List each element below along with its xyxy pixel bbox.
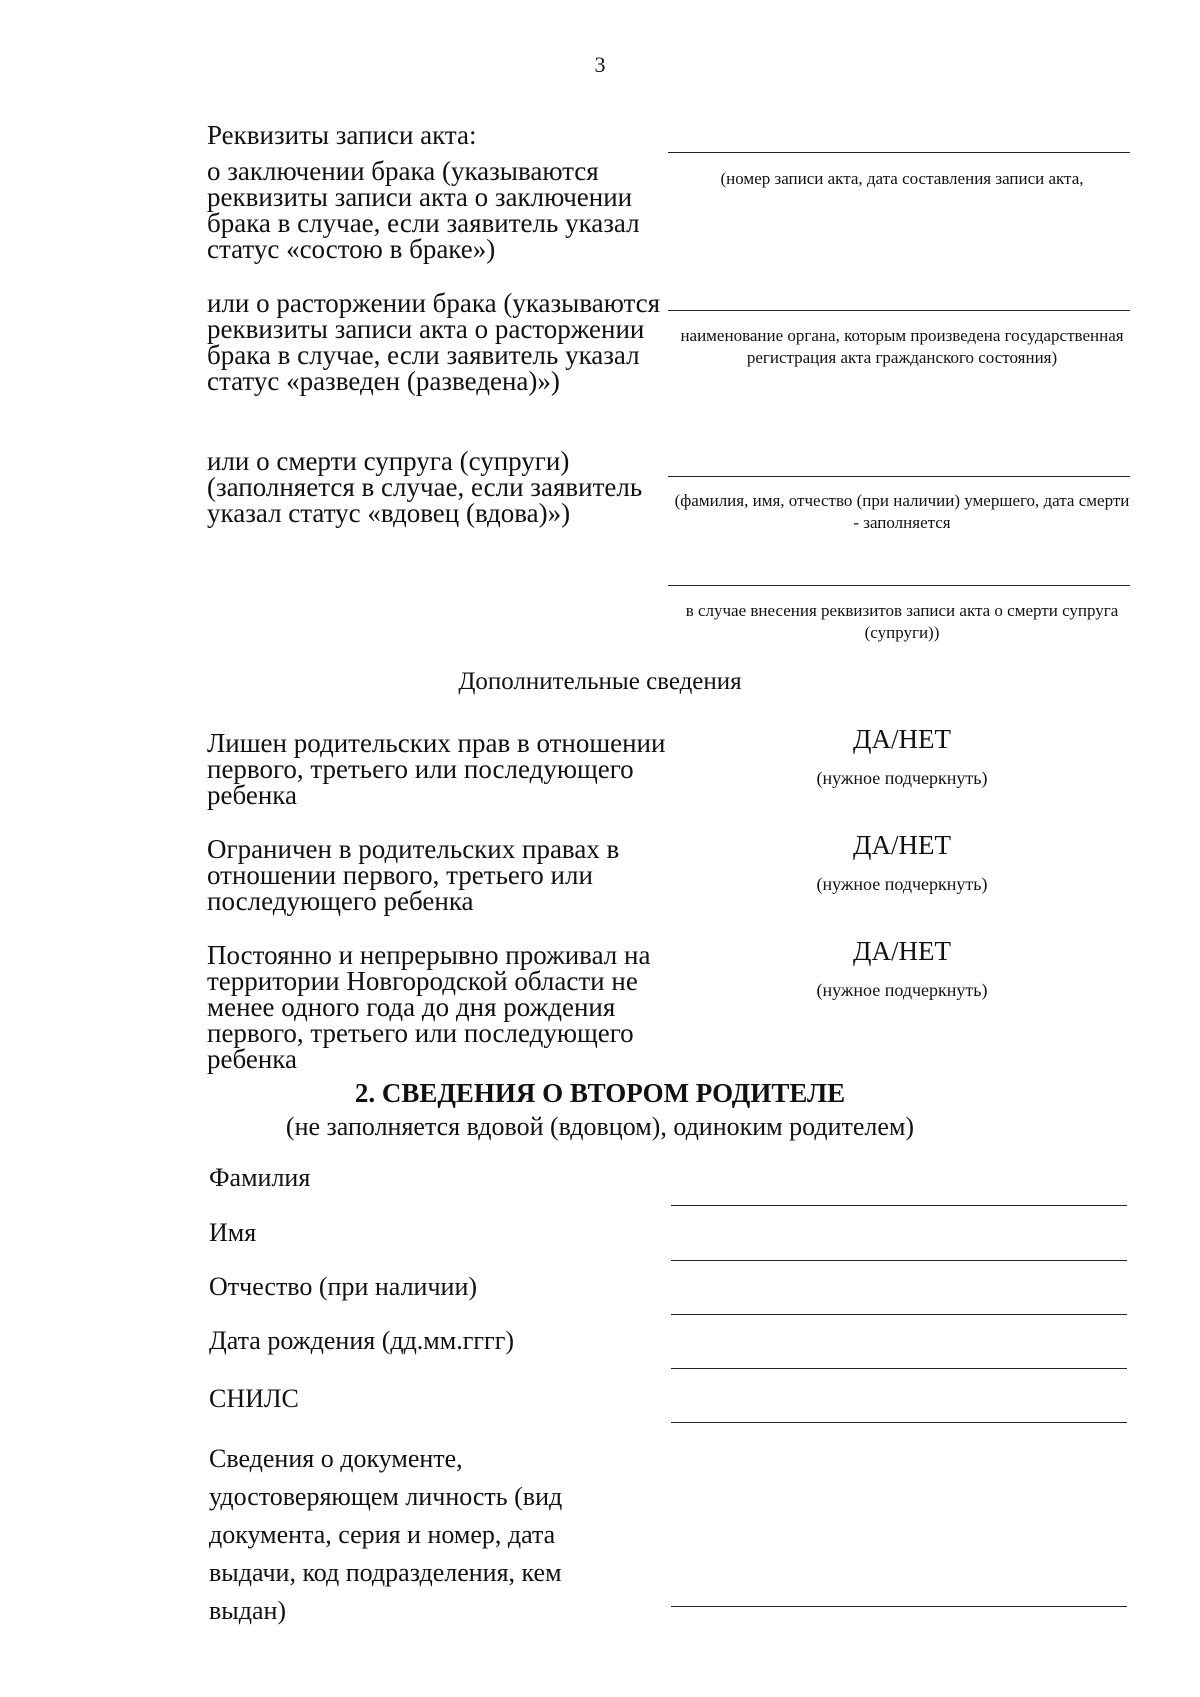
marriage-record-label: о заключении брака (указываются реквизиты записи акта о заключении брака в случае, если заявитель указал статус «состою в браке»)	[207, 156, 640, 264]
record-hint-2: наименование органа, которым произведена государственная регистрация акта гражданского состояния)	[680, 326, 1124, 367]
yes-no-choice[interactable]: ДА/НЕТ	[853, 830, 951, 860]
record-hint-4: в случае внесения реквизитов записи акта о смерти супруга (супруги))	[685, 601, 1119, 642]
surname-label: Фамилия	[209, 1163, 311, 1192]
additional-item-label: Ограничен в родительских правах в отношении первого, третьего или последующего ребенка	[207, 834, 620, 916]
record-hint-1: (номер записи акта, дата составления записи акта,	[720, 169, 1084, 188]
record-number-line[interactable]	[668, 152, 1130, 153]
section-title: 2. СВЕДЕНИЯ О ВТОРОМ РОДИТЕЛЕ	[354, 1078, 846, 1108]
record-organ-line[interactable]	[668, 310, 1130, 311]
death-record-label: или о смерти супруга (супруги) (заполняется в случае, если заявитель указал статус «вдовец (вдова)»)	[207, 446, 643, 528]
snils-label: СНИЛС	[209, 1384, 299, 1413]
birth-date-label: Дата рождения (дд.мм.гггг)	[209, 1326, 515, 1355]
identity-document-field[interactable]	[671, 1606, 1127, 1607]
yes-no-hint: (нужное подчеркнуть)	[816, 768, 988, 788]
patronymic-label: Отчество (при наличии)	[209, 1272, 478, 1301]
additional-item-label: Лишен родительских прав в отношении первого, третьего или последующего ребенка	[207, 728, 666, 810]
yes-no-choice[interactable]: ДА/НЕТ	[853, 724, 951, 754]
section-subtitle: (не заполняется вдовой (вдовцом), одиноким родителем)	[285, 1112, 915, 1141]
additional-info-title: Дополнительные сведения	[458, 668, 742, 695]
death-record-line[interactable]	[668, 585, 1130, 586]
snils-field[interactable]	[671, 1422, 1127, 1423]
requisites-heading: Реквизиты записи акта:	[207, 120, 477, 150]
divorce-record-label: или о расторжении брака (указываются реквизиты записи акта о расторжении брака в случае, если заявитель указал статус «разведен (разведена)»)	[207, 288, 661, 396]
surname-field[interactable]	[671, 1205, 1127, 1206]
additional-item-label: Постоянно и непрерывно проживал на территории Новгородской области не менее одного года до дня рождения первого, третьего или последующего ребенка	[207, 940, 651, 1074]
yes-no-hint: (нужное подчеркнуть)	[816, 980, 988, 1000]
birth-date-field[interactable]	[671, 1368, 1127, 1369]
identity-document-label: Сведения о документе, удостоверяющем личность (вид документа, серия и номер, дата выдачи, код подразделения, кем выдан)	[209, 1444, 563, 1625]
name-label: Имя	[209, 1218, 257, 1247]
name-field[interactable]	[671, 1260, 1127, 1261]
page-number: 3	[594, 52, 606, 77]
yes-no-choice[interactable]: ДА/НЕТ	[853, 936, 951, 966]
record-hint-3: (фамилия, имя, отчество (при наличии) умершего, дата смерти - заполняется	[674, 491, 1130, 532]
yes-no-hint: (нужное подчеркнуть)	[816, 874, 988, 894]
patronymic-field[interactable]	[671, 1314, 1127, 1315]
deceased-info-line[interactable]	[668, 476, 1130, 477]
